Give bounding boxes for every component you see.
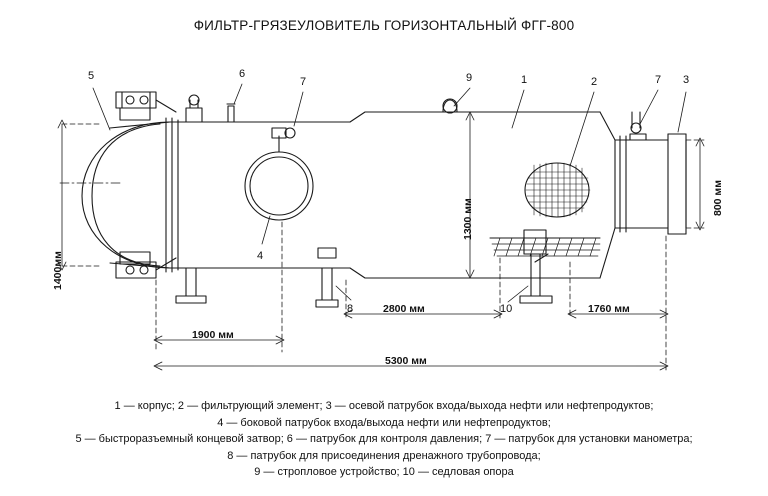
legend-line-1: 1 — корпус; 2 — фильтрующий элемент; 3 — осевой патрубок входа/выхода нефти или нефтепродуктов;: [114, 400, 654, 412]
dim-height-right: 800 мм: [712, 180, 724, 216]
callout-1: 1: [521, 74, 528, 86]
dim-len-2800: 2800 мм: [383, 303, 425, 315]
legend-line-2: 4 — боковой патрубок входа/выхода нефти или нефтепродуктов;: [217, 416, 551, 429]
dim-height-mid: 1300 мм: [462, 198, 474, 240]
callout-6: 6: [239, 68, 246, 80]
callout-7-right: 7: [655, 74, 662, 86]
legend-line-4: 8 — патрубок для присоединения дренажного трубопровода;: [227, 449, 541, 462]
callout-5: 5: [88, 70, 95, 82]
dim-len-1900: 1900 мм: [192, 329, 234, 341]
page-title: ФИЛЬТР-ГРЯЗЕУЛОВИТЕЛЬ ГОРИЗОНТАЛЬНЫЙ ФГГ-800: [193, 18, 575, 33]
dim-len-total: 5300 мм: [385, 355, 427, 367]
dim-len-1760: 1760 мм: [588, 303, 630, 315]
callout-3: 3: [683, 74, 690, 86]
dim-height-left: 1400мм: [52, 251, 64, 290]
callout-9: 9: [466, 72, 473, 84]
legend-line-5: 9 — стропловое устройство; 10 — седловая опора: [254, 466, 514, 478]
callout-8: 8: [347, 303, 354, 315]
legend: [0, 398, 768, 481]
callout-7-left: 7: [300, 76, 307, 88]
legend-line-3: 5 — быстроразъемный концевой затвор; 6 — патрубок для контроля давления; 7 — патрубок для установки манометра;: [75, 433, 693, 445]
callout-10: 10: [500, 303, 513, 315]
callout-2: 2: [591, 76, 598, 88]
callout-4: 4: [257, 250, 264, 262]
